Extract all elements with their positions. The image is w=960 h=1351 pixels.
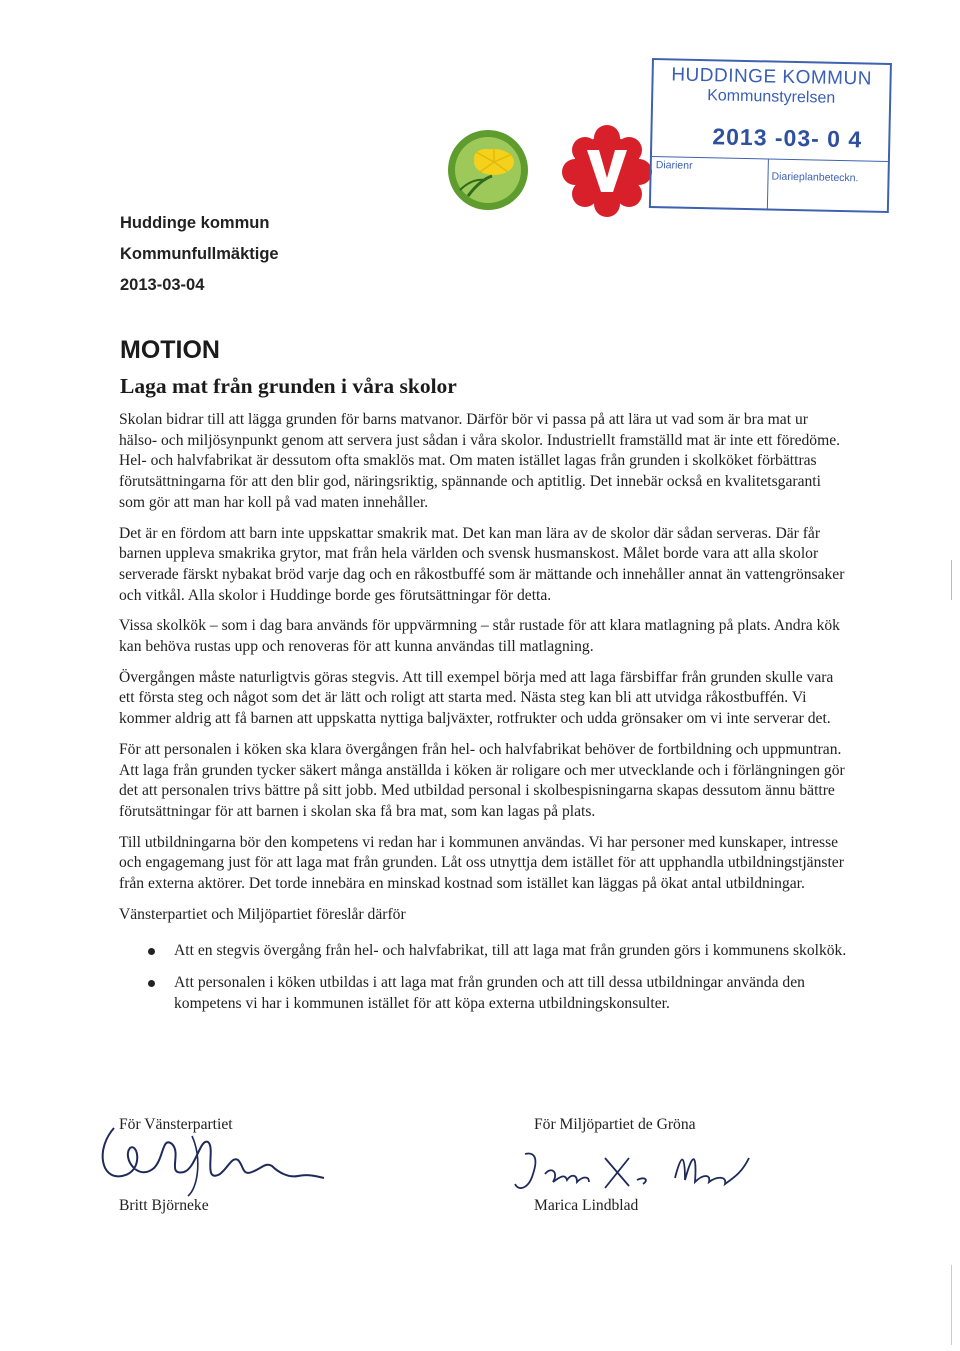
registration-stamp <box>649 58 892 213</box>
stamp-divider-vertical <box>767 158 769 208</box>
proposal-text: Att en stegvis övergång från hel- och halvfabrikat, till att laga mat från grunden görs i kommunens skolkök. <box>174 942 847 960</box>
scan-margin-mark <box>951 1265 960 1345</box>
handwritten-signature-right <box>505 1144 775 1204</box>
document-title: Laga mat från grunden i våra skolor <box>120 374 457 398</box>
stamp-date: 2013 -03- 0 4 <box>712 123 863 153</box>
proposal-list <box>119 941 847 1014</box>
signatory-name-left: Britt Björneke <box>119 1197 209 1214</box>
bullet-icon <box>148 948 155 955</box>
paragraph: För att personalen i köken ska klara övergången från hel- och halvfabrikat behöver de fortbildning och uppmuntran. Att laga från grunden tycker säkert många anställda i köken är roligare och mer utvecklande och i förlängningen gör det att personalen trivs bättre på sitt jobb. Med utbildad personal i skolbespisningarna skapas dessutom ännu bättre förutsättningar för att barnen i skolan ska få bra mat, som kan lagas på plats. <box>119 740 845 820</box>
stamp-org: HUDDINGE KOMMUN <box>671 64 873 90</box>
paragraph: Till utbildningarna bör den kompetens vi redan har i kommunen användas. Vi har personer med kunskaper, intresse och engagemang just för att laga mat från grunden. Låt oss utnyttja dem istället för att upphandla utbildningstjänster från externa aktörer. Det torde innebära en minskad kostnad som istället kan läggas på ökat antal utbildningar. <box>119 833 844 893</box>
stamp-label-planbeteckning: Diarieplanbeteckn. <box>771 170 859 185</box>
municipality-name: Huddinge kommun <box>120 214 270 232</box>
list-item <box>119 973 847 1014</box>
list-item <box>119 941 847 962</box>
handwritten-signature-left <box>92 1118 332 1198</box>
signatory-name-right: Marica Lindblad <box>534 1197 639 1214</box>
proposal-text: Att personalen i köken utbildas i att laga mat från grunden och att till dessa utbildningar använda den kompetens vi har i kommunen istället för att köpa externa utbildningskonsulter. <box>174 974 805 1012</box>
stamp-unit: Kommunstyrelsen <box>707 87 836 107</box>
document-date: 2013-03-04 <box>120 276 205 294</box>
assembly-name: Kommunfullmäktige <box>120 245 279 263</box>
bullet-icon <box>148 980 155 987</box>
v-rose-logo-icon <box>555 120 659 220</box>
paragraph: Det är en fördom att barn inte uppskattar smakrik mat. Det kan man lära av de skolor där sådan serveras. Där får barnen uppleva smakrika grytor, mat från hela världen och svensk husmanskost. Målet borde vara att alla skolor serverade färskt nybakat bröd varje dag och en råkostbuffé som är mättande och innehåller annat än vattengrönsaker och vitkål. Alla skolor i Huddinge borde ges förutsättningar för detta. <box>119 524 845 604</box>
signature-party-right: För Miljöpartiet de Gröna <box>534 1116 696 1133</box>
stamp-label-diarienr: Diarienr <box>655 159 693 172</box>
scan-margin-mark <box>951 560 960 600</box>
proposal-intro: Vänsterpartiet och Miljöpartiet föreslår därför <box>119 905 406 923</box>
paragraph: Skolan bidrar till att lägga grunden för barns matvanor. Därför bör vi passa på att lära ut vad som är bra mat ur hälso- och miljösynpunkt genom att servera just sådan i våra skolor. Industriellt framställd mat är inte ett föredöme. Hel- och halvfabrikat är dessutom ofta smaklös mat. Om maten istället lagas från grunden i skolköket förbättras förutsättningarna för att den blir god, näringsriktig, spännande och aptitlig. Det innebär också en kvalitetsgaranti som gör att man har koll på vad maten innehåller. <box>119 411 841 511</box>
document-type: MOTION <box>120 336 220 364</box>
document-body <box>119 410 847 1026</box>
signature-party-left: För Vänsterpartiet <box>119 1116 233 1133</box>
paragraph: Övergången måste naturligtvis göras stegvis. Att till exempel börja med att laga färsbiffar från grunden skulle vara ett första steg och något som det är lätt och roligt att starta med. Nästa steg kan bli att utvidga råkostbuffén. Vi kommer aldrig att få barnen att uppskatta nyttiga baljväxter, rotfrukter och udda grönsaker om vi inte serverar det. <box>119 668 834 728</box>
paragraph: Vissa skolkök – som i dag bara används för uppvärmning – står rustade för att klara matlagning på plats. Andra kök kan behöva rustas upp och renoveras för att kunna användas till matlagning. <box>119 617 840 656</box>
dandelion-logo-icon <box>446 128 530 212</box>
